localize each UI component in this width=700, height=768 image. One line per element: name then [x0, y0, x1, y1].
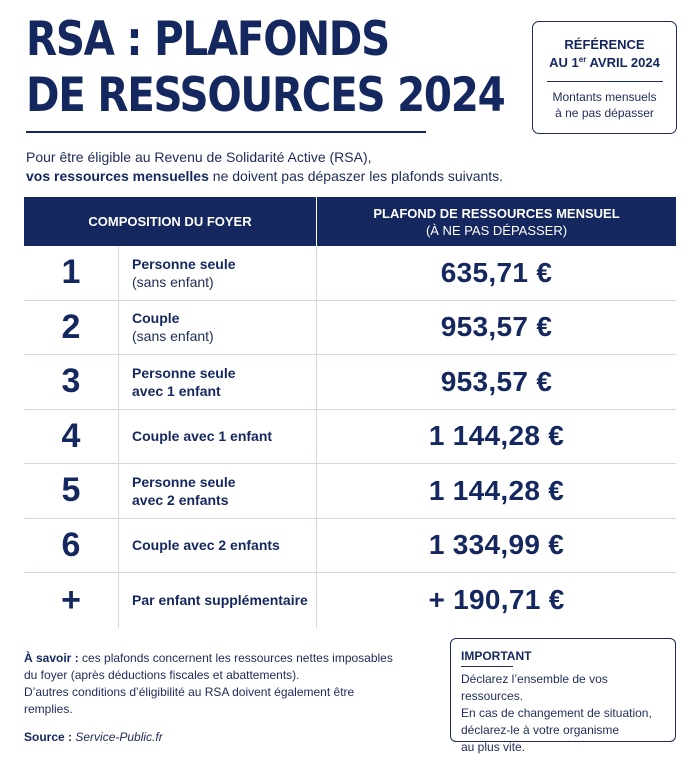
row-label: Personne seule avec 1 enfant — [119, 355, 317, 409]
row-label: Couple avec 1 enfant — [119, 410, 317, 464]
row-amount: 1 144,28 € — [428, 474, 565, 506]
row-label: Par enfant supplémentaire — [119, 573, 317, 628]
page-title — [26, 12, 504, 124]
important-box — [450, 638, 676, 754]
source-credit — [24, 730, 163, 744]
row-label: Personne seule avec 2 enfants — [119, 464, 317, 518]
row-amount: 1 144,28 € — [428, 420, 565, 452]
ceilings-table — [24, 197, 676, 628]
important-divider — [461, 666, 513, 667]
row-label: Couple avec 2 enfants — [119, 519, 317, 573]
table-row — [24, 246, 676, 301]
row-number: 2 — [24, 301, 119, 355]
reference-box — [532, 21, 677, 134]
column-header-household: COMPOSITION DU FOYER — [24, 197, 317, 246]
table-row — [24, 301, 676, 356]
table-row — [24, 355, 676, 410]
table-body — [24, 246, 676, 628]
important-text: Déclarez l’ensemble de vos ressources. En cas de changement de situation, déclarez-le à votre organisme au plus vite. — [461, 672, 652, 754]
source-label: Source : — [24, 730, 73, 744]
table-row — [24, 573, 676, 628]
row-label: Personne seule (sans enfant) — [119, 246, 317, 300]
row-number: 3 — [24, 355, 119, 409]
reference-subtitle: Montants mensuels à ne pas dépasser — [552, 90, 657, 120]
row-label: Couple (sans enfant) — [119, 301, 317, 355]
row-number: 1 — [24, 246, 119, 300]
table-header — [24, 197, 676, 246]
row-amount: 953,57 € — [440, 365, 553, 397]
row-amount: + 190,71 € — [428, 584, 565, 616]
intro-text — [26, 148, 666, 186]
row-amount: 1 334,99 € — [428, 529, 565, 561]
reference-divider — [547, 81, 663, 82]
table-row — [24, 410, 676, 465]
reference-title — [533, 36, 676, 72]
row-number: 6 — [24, 519, 119, 573]
intro-line-2: vos ressources mensuelles ne doivent pas dépaszer les plafonds suivants. — [26, 168, 504, 184]
table-row — [24, 464, 676, 519]
row-amount: 635,71 € — [440, 256, 553, 288]
page-title-line-1: RSA : PLAFONDS — [26, 12, 389, 67]
row-number: + — [24, 573, 119, 628]
note-label: À savoir : — [24, 651, 79, 665]
page-title-line-2: DE RESSOURCES 2024 — [26, 68, 505, 123]
note-text: À savoir : ces plafonds concernent les ressources nettes imposables du foyer (après déductions fiscales et abattements). D’autres conditions d’éligibilité au RSA doivent également être remplies. — [24, 651, 393, 716]
table-row — [24, 519, 676, 574]
source-link-text: Service-Public.fr — [75, 730, 163, 744]
intro-line-1: Pour être éligible au Revenu de Solidarité Active (RSA), — [26, 149, 372, 165]
row-number: 4 — [24, 410, 119, 464]
column-header-ceiling: PLAFOND DE RESSOURCES MENSUEL (À NE PAS DÉPASSER) — [373, 205, 620, 238]
row-number: 5 — [24, 464, 119, 518]
row-amount: 953,57 € — [440, 311, 553, 343]
important-title: IMPORTANT — [461, 649, 532, 663]
title-underline — [26, 131, 426, 133]
reference-line-1: RÉFÉRENCE — [564, 37, 645, 52]
reference-line-2: AU 1er AVRIL 2024 — [549, 55, 660, 70]
